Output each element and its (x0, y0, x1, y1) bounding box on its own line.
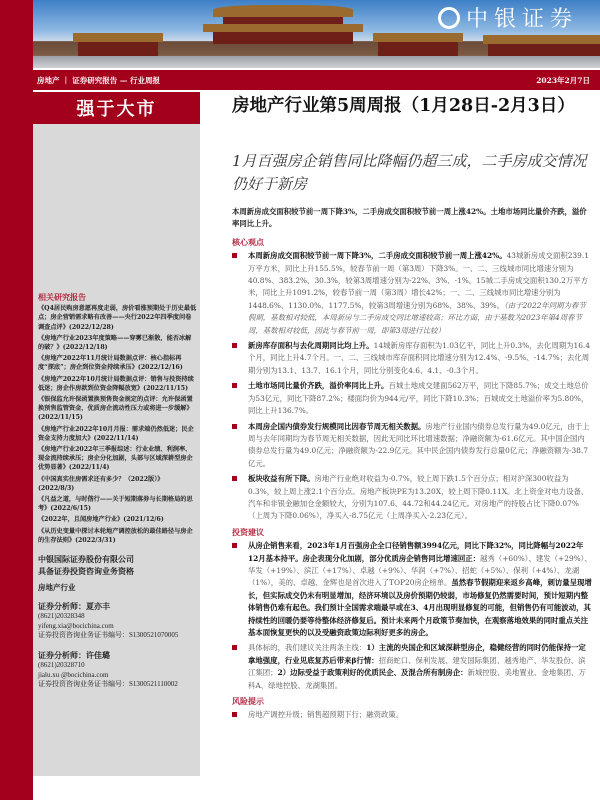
bullet-item (232, 380, 592, 417)
bullet-note: （由于2022年同期为春节假期，基数相对较低，本周新房与二手房成交同比增速较高；环比方面，由于基数为2023年第4周春节周，基数相对较低，因此与春节前一周，即第3周进行比较） (248, 300, 586, 335)
related-report-link[interactable]: 《房地产行业2022年10月月报：需求端仍然低迷；民企资金支持力度加大》(2022/11/14) (38, 425, 194, 442)
bullet-bold: 土地市场同比量价齐跌，溢价率同比上升。 (248, 381, 389, 391)
logo-text: 中银证券 (465, 7, 578, 32)
sidebar (33, 124, 200, 776)
report-title: 房地产行业第5周周报（1月28日-2月3日） (232, 96, 575, 116)
related-report-link[interactable]: 《房地产行业2023年度策略——穿雾已渐散，能否冰解的破？》(2022/12/18) (38, 334, 192, 352)
analyst-email[interactable]: yifeng.xia@bocichina.com (38, 621, 114, 630)
bullet-text: 百城土地成交建面562万平，同比下降85.7%；成交土地总价为53亿元，同比下降87.2%；楼面均价为944元/平，同比下降10.3%；百城成交土地溢价率为5.80%，同比上升136.7%。 (248, 381, 589, 416)
bullet-text: 房地产行业绝对收益为-0.7%，较上周下跌1.5个百分点；相对沪深300收益为0.3%，较上周上涨2.1个百分点。房地产板块PE为13.20X，较上周下降0.11X。北上资金对电力设备、汽车和非银金融加仓金额较大，分别为107.6、44.72和44.24亿元。对房地产的持股占比下降0.07%（上周为下降0.06%），净买入-8.75亿元（上周净买入-2.23亿元）。 (248, 474, 589, 521)
bullet-square-icon (232, 424, 237, 429)
bullet-item (232, 473, 592, 523)
bullet-square-icon (232, 253, 237, 258)
related-report-link[interactable]: 《银保监允许保函置换预售资金规定的点评：允许保函置换预售监管资金，优质房企流动性压力或将进一步缓解》(2022/11/15) (38, 396, 193, 422)
bullet-square-icon (232, 476, 237, 481)
logo-mark-icon (438, 7, 460, 29)
related-reports-heading: 相关研究报告 (38, 292, 86, 302)
analyst-name: 证券分析师：夏亦丰 (38, 601, 110, 612)
core-view-heading: 核心观点 (232, 236, 264, 247)
bullet-square-icon (232, 712, 237, 717)
rating-badge: 强于大市 (33, 92, 200, 124)
analyst-cert: 证券投资咨询业务证书编号：S1300521070005 (38, 631, 179, 640)
bullet-item (232, 421, 592, 471)
report-header-bar (33, 70, 600, 90)
related-reports-list (38, 304, 197, 545)
bullet-bold: 新房库存面积与去化周期同比均上升。 (248, 341, 374, 351)
bullet-bold: 板块收益有所下降。 (248, 474, 315, 484)
bullet-text: 43城新房成交面积239.1万平方米，同比上升155.5%，较春节前一周（第3周）下降3%。一、二、三线城市同比增速分别为40.8%、383.2%、30.3%，较第3周增速分别为-22%、3%、-1%。15城二手房成交面积130.2万平方米，同比上升1091.2%，较春节前一周（第3周）增长42%；一、二、三线城市同比增速分别为1448.6%、1130.0%、1177.5%，较第3周增速分别为68%、38%、39%。 (248, 251, 589, 310)
report-date: 2023年2月7日 (536, 75, 590, 85)
bullet-bold: 本周新房成交面积较节前一周下降3%，二手房成交面积较节前一周上涨42%。 (248, 251, 507, 261)
bullet-item: 房地产调控升级；销售超预期下行；融资政策。 (232, 709, 592, 721)
related-report-link[interactable]: 《房地产2022年11月统计局数据点评：核心指标再度“探底”；房企到位资金持续承压》(2022/12/16) (38, 355, 183, 372)
related-report-link[interactable]: 《Q4居民购房意愿再度走弱，房价看涨预期处于历史最低点；房企营销需求略有改善——央行2022年四季度问卷调查点评》(2022/12/28) (38, 305, 197, 331)
header-banner-image (33, 0, 600, 68)
report-subtitle: 1月百强房企销售同比降幅仍超三成，二手房成交情况仍好于新房 (232, 152, 587, 193)
bullet-item: 从房企销售来看，2023年1月百强房企全口径销售额3994亿元，同比下降32%，同比降幅与2022年12月基本持平。房企表现分化加剧，部分优质房企销售同比增速回正：越秀（+60%）、建发（+29%）、华发（+19%）、滨江（+17%）、卓越（+9%）、华润（+7%）、招蛇（+5%）、保利（+4%）、龙湖（1%），美的、卓越、金辉也是首次进入了TOP20房企榜单。虽然春节假期迎来返乡高峰，刺访量呈现增长，但实际成交仍未有明显增加，经济环境以及房价预期仍较弱，市场修复仍然需要时间，预计短期内整体销售仍难有起色。我们预计全国需求端最早或在3、4月出现明显修复的可能，但销售仍有可能波动，其持续性的回暖仍要等待整体经济修复后。预计未来两个月政策节奏加快，在观察落地效果的同时重点关注基本面恢复更快的以及受融资政策边际利好更多的房企。 (232, 540, 592, 639)
abstract: 本周新房成交面积较节前一周下降3%，二手房成交面积较节前一周上涨42%。土地市场同比量价齐跌，溢价率同比上升。 (232, 207, 587, 229)
bullet-square-icon (232, 343, 237, 348)
bullet-text: 14城新房库存面积为1.03亿平，同比上升0.3%，去化周期为16.4个月，同比上升4.7个月。一、二、三线城市库存面积同比增速分别为12.4%、-9.5%、-14.7%；去化周期分别为13.1、13.7、16.1个月，同比分别变化4.6、4.1、-0.3个月。 (248, 341, 590, 375)
bullet-item: 具体标的，我们建议关注两条主线：1）主流的央国企和区域深耕型房企，稳健经营的同时仍能保持一定拿地强度，行业见底复苏后带来β行情：招商蛇口、保利发展、建发国际集团、越秀地产、华发股份、滨江集团；2）边际受益于政策利好的优质民企、及混合所有制房企：新城控股、美地置业、金地集团、万科A、绿地控股、龙湖集团。 (232, 642, 592, 692)
bullet-square-icon (232, 645, 237, 650)
industry-label: 房地产行业 (38, 583, 76, 593)
bullet-bold: 本周房企国内债券发行规模同比因春节周无相关数据。 (248, 421, 426, 431)
company-logo (438, 2, 578, 33)
left-brand-stripe (0, 0, 33, 800)
related-report-link[interactable]: 《中国真实住房需求还有多少？（2022版）》(2022/8/3) (38, 475, 164, 492)
analyst-email[interactable]: jialu.xu @bocichina.com (38, 670, 109, 679)
risk-heading: 风险提示 (232, 696, 264, 707)
analyst-list (38, 602, 197, 689)
invest-heading: 投资建议 (232, 526, 264, 537)
related-report-link[interactable]: 《从历史变量中探讨本轮地产调控放松的最佳路径与房企的生存法则》(2022/3/31) (38, 527, 193, 544)
bullet-text: 房地产行业国内债券总发行量为49.0亿元，由于上周与去年同期均为春节周无相关数据，因此无同比环比增速数据；净融资额为-61.6亿元。其中国企国内债券总发行量为49.0亿元；净融资额为-22.9亿元。其中民企国内债券发行总量0亿元；净融资额为-38.7亿元。 (248, 421, 590, 468)
related-report-link[interactable]: 《2022年，且闻房地产行业》(2021/12/6) (38, 516, 164, 524)
company-qualification: 具备证券投资咨询业务资格 (38, 566, 134, 577)
related-report-link[interactable]: 《房地产2022年10月统计局数据点评：销售与投资持续低迷；房企作房款到位资金降幅放宽》(2022/11/15) (38, 375, 194, 392)
breadcrumb: 房地产 ｜ 证券研究报告 — 行业周报 (37, 75, 160, 85)
bullet-square-icon (232, 543, 237, 548)
core-points (232, 250, 592, 523)
analyst-name: 证券分析师：许佳璐 (38, 649, 110, 660)
bullet-square-icon (232, 383, 237, 388)
bullet-item (232, 340, 592, 377)
analyst-phone: (8621)20328348 (38, 612, 85, 621)
report-body (232, 206, 592, 725)
analyst-phone: (8621)20328710 (38, 661, 85, 670)
related-report-link[interactable]: 《房地产行业2022年三季报综述：行业业绩、利润率、现金流持续承压；房企分化加剧，头部与区域深耕型房企优势显著》(2022/11/4) (38, 446, 193, 472)
related-report-link[interactable]: 《凡益之道，与时偕行——关于短期落券与长期格局的思考》(2022/6/15) (38, 496, 193, 513)
bullet-item (232, 250, 592, 337)
company-name: 中银国际证券股份有限公司 (38, 554, 134, 565)
analyst-cert: 证券投资咨询业务证书编号：S1300521110002 (38, 680, 178, 689)
